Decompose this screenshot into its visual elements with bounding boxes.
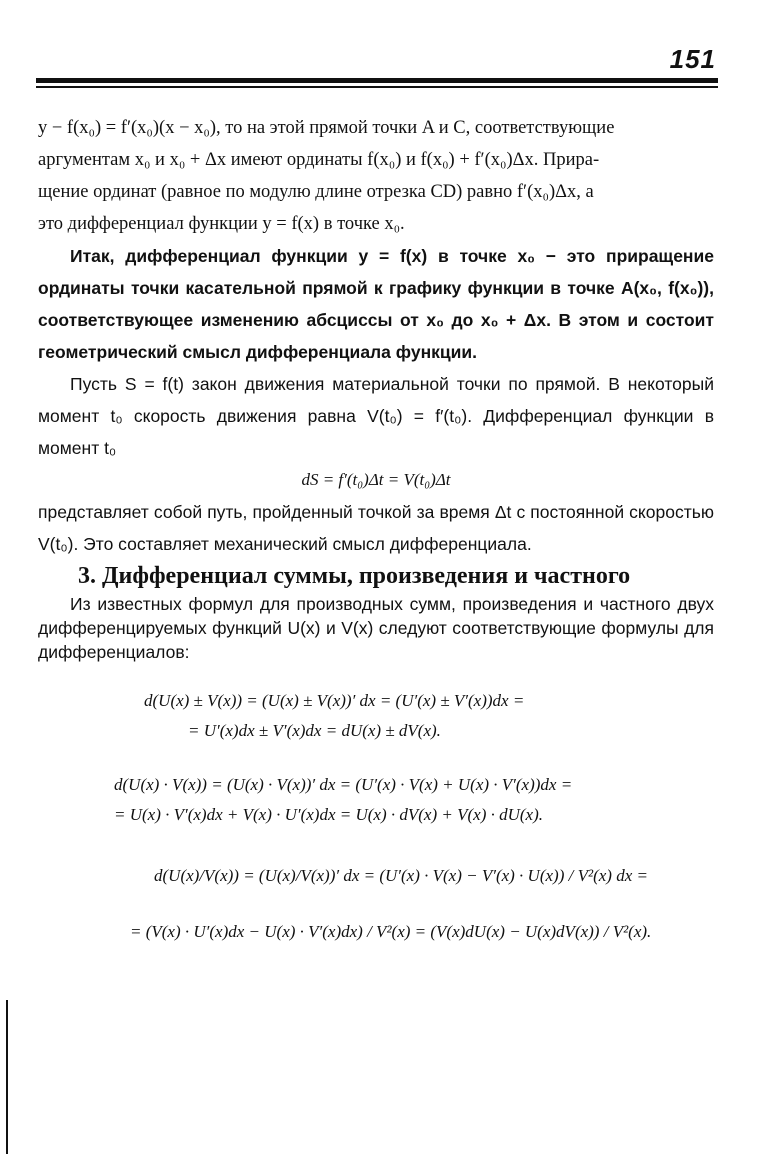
paragraph-2: Итак, дифференциал функции y = f(x) в точке x₀ − это приращение ординаты точки касательной прямой к графику функции в точке A(x₀, f(x₀)), соответствующее изменению абсциссы от x₀ до x₀ + Δx. В этом и состоит геометрический смысл дифференциала функции. — [38, 246, 714, 362]
paragraph-3: Пусть S = f(t) закон движения материальной точки по прямой. В некоторый момент t₀ скорость движения равна V(t₀) = f′(t₀). Дифференциал функции в момент t₀ — [38, 374, 714, 458]
equation-quotient-line-1: d(U(x)/V(x)) = (U(x)/V(x))′ dx = (U′(x) · V(x) − V′(x) · U(x)) / V²(x) dx = — [154, 866, 648, 885]
section-heading: 3. Дифференциал суммы, произведения и частного — [78, 563, 631, 589]
page-content — [38, 112, 714, 960]
equation-product-line-1: d(U(x) · V(x)) = (U(x) · V(x))′ dx = (U′(x) · V(x) + U(x) · V′(x))dx = — [114, 775, 573, 794]
equation-sum-line-2: = U′(x)dx ± V′(x)dx = dU(x) ± dV(x). — [188, 721, 441, 740]
header-rule-thick — [36, 78, 718, 83]
equation-product-line-2: = U(x) · V′(x)dx + V(x) · U′(x)dx = U(x) · dV(x) + V(x) · dU(x). — [114, 805, 544, 824]
margin-line — [6, 1000, 8, 1154]
page-number: 151 — [669, 44, 716, 74]
equations-block — [38, 686, 714, 960]
section-intro: Из известных формул для производных сумм, произведения и частного двух дифференцируемых функций U(x) и V(x) следуют соответствующие формулы для дифференциалов: — [38, 594, 714, 662]
header-rule-thin — [36, 86, 718, 88]
paragraph-1-line-1: y − f(x₀) = f′(x₀)(x − x₀), то на этой прямой точки A и C, соответствующие — [38, 118, 615, 138]
paragraph-1-line-2: аргументам x₀ и x₀ + Δx имеют ординаты f(x₀) и f(x₀) + f′(x₀)Δx. Прира- — [38, 150, 600, 170]
formula-ds: dS = f′(t₀)Δt = V(t₀)Δt — [301, 470, 451, 489]
equation-quotient-line-2: = (V(x) · U′(x)dx − U(x) · V′(x)dx) / V²(x) = (V(x)dU(x) − U(x)dV(x)) / V²(x). — [130, 922, 652, 941]
paragraph-4: представляет собой путь, пройденный точкой за время Δt с постоянной скоростью V(t₀). Это составляет механический смысл дифференциала. — [38, 502, 714, 554]
paragraph-1-line-4: это дифференциал функции y = f(x) в точке x₀. — [38, 214, 405, 234]
equation-sum-line-1: d(U(x) ± V(x)) = (U(x) ± V(x))′ dx = (U′(x) ± V′(x))dx = — [144, 691, 525, 710]
paragraph-1-line-3: щение ординат (равное по модулю длине отрезка CD) равно f′(x₀)Δx, а — [38, 182, 594, 202]
